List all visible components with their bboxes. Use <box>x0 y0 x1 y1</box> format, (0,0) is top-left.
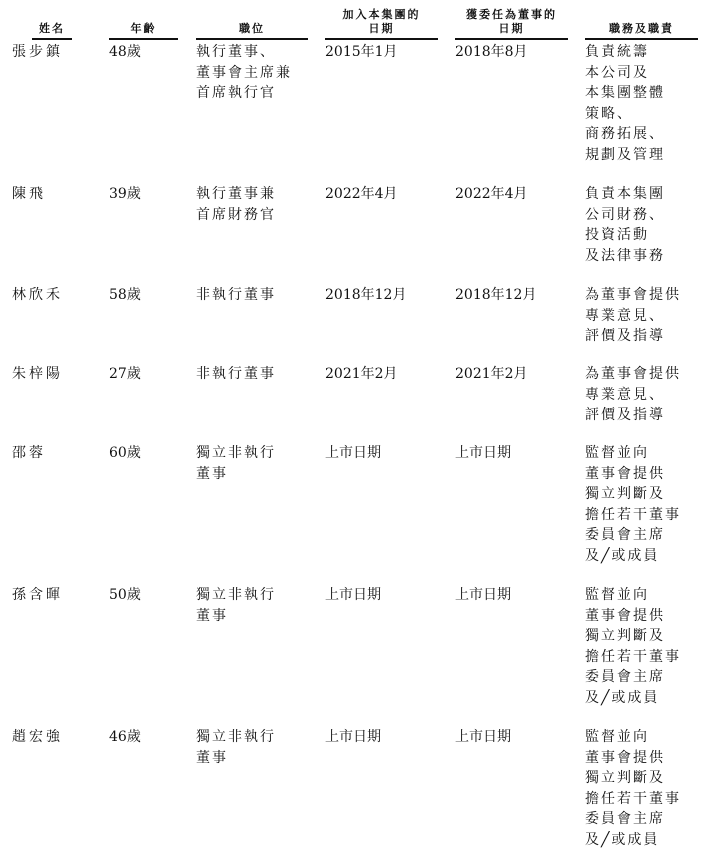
header-appoint-date <box>455 0 568 40</box>
director-appoint-date: 2021年2月 <box>455 366 528 382</box>
director-age: 48歲 <box>109 44 141 60</box>
director-join-date: 上市日期 <box>325 445 381 461</box>
director-appoint-date: 2018年12月 <box>455 287 537 303</box>
header-age-label: 年齡 <box>130 22 157 35</box>
director-position: 獨立非執行 董事 <box>196 445 276 482</box>
director-join-date: 2018年12月 <box>325 287 407 303</box>
director-name: 邵蓉 <box>12 445 46 461</box>
header-position-label: 職位 <box>239 22 265 35</box>
header-join-date <box>325 0 438 40</box>
director-appoint-date: 2018年8月 <box>455 44 528 60</box>
director-join-date: 2021年2月 <box>325 366 398 382</box>
header-name-rule <box>32 38 72 40</box>
header-name <box>32 0 72 40</box>
director-appoint-date: 上市日期 <box>455 587 511 603</box>
director-age: 50歲 <box>109 587 141 603</box>
director-position: 非執行董事 <box>196 287 276 303</box>
director-position: 獨立非執行 董事 <box>196 729 276 766</box>
director-join-date: 上市日期 <box>325 587 381 603</box>
director-appoint-date: 上市日期 <box>455 729 511 745</box>
director-age: 27歲 <box>109 366 141 382</box>
header-duties <box>585 0 698 40</box>
director-name: 孫含暉 <box>12 587 63 603</box>
header-position <box>196 0 308 40</box>
header-duties-label: 職務及職責 <box>609 22 674 35</box>
header-position-rule <box>196 38 308 40</box>
header-appoint-date-label: 獲委任為董事的 日期 <box>466 8 557 35</box>
director-age: 39歲 <box>109 186 141 202</box>
director-age: 60歲 <box>109 445 141 461</box>
director-age: 46歲 <box>109 729 141 745</box>
header-join-date-rule <box>325 38 438 40</box>
director-age: 58歲 <box>109 287 141 303</box>
director-duties: 負責統籌 本公司及 本集團整體 策略、 商務拓展、 規劃及管理 <box>585 44 665 163</box>
director-appoint-date: 上市日期 <box>455 445 511 461</box>
header-age <box>109 0 178 40</box>
director-name: 張步鎮 <box>12 44 63 60</box>
header-join-date-label: 加入本集團的 日期 <box>342 8 421 35</box>
director-position: 執行董事兼 首席財務官 <box>196 186 276 223</box>
director-appoint-date: 2022年4月 <box>455 186 528 202</box>
director-position: 獨立非執行 董事 <box>196 587 276 624</box>
director-name: 陳飛 <box>12 186 46 202</box>
director-join-date: 2015年1月 <box>325 44 398 60</box>
director-duties: 監督並向 董事會提供 獨立判斷及 擔任若干董事 委員會主席 及╱或成員 <box>585 587 681 706</box>
header-name-label: 姓名 <box>39 22 65 35</box>
director-join-date: 上市日期 <box>325 729 381 745</box>
header-age-rule <box>109 38 178 40</box>
header-duties-rule <box>585 38 698 40</box>
director-name: 朱梓陽 <box>12 366 63 382</box>
director-duties: 監督並向 董事會提供 獨立判斷及 擔任若干董事 委員會主席 及╱或成員 <box>585 729 681 848</box>
director-name: 趙宏強 <box>12 729 63 745</box>
director-duties: 為董事會提供 專業意見、 評價及指導 <box>585 287 681 344</box>
header-appoint-date-rule <box>455 38 568 40</box>
director-position: 執行董事、 董事會主席兼 首席執行官 <box>196 44 292 101</box>
director-duties: 為董事會提供 專業意見、 評價及指導 <box>585 366 681 423</box>
director-duties: 監督並向 董事會提供 獨立判斷及 擔任若干董事 委員會主席 及╱或成員 <box>585 445 681 564</box>
director-name: 林欣禾 <box>12 287 63 303</box>
director-join-date: 2022年4月 <box>325 186 398 202</box>
director-position: 非執行董事 <box>196 366 276 382</box>
director-duties: 負責本集團 公司財務、 投資活動 及法律事務 <box>585 186 665 264</box>
